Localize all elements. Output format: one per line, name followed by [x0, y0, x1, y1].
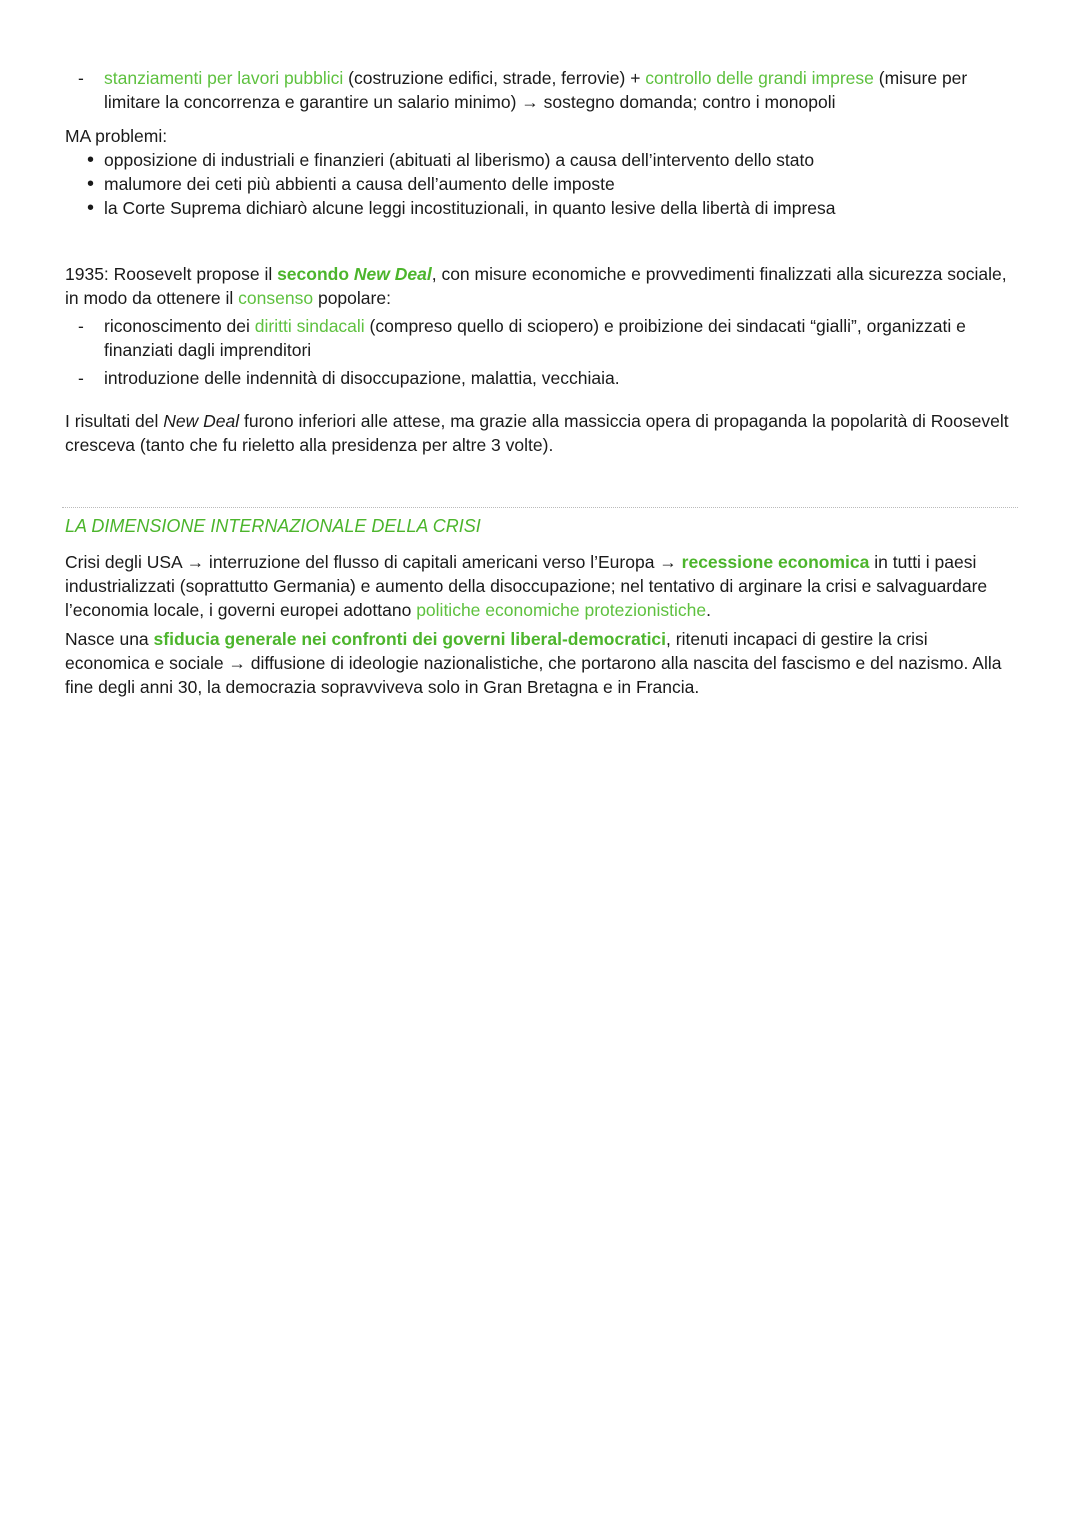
body-text: . — [706, 600, 711, 620]
body-text: in tutti i paesi industrializzati (soprattutto Germania) e aumento della disoccupazione; nel tentativo di arginare la crisi e salvaguardare l’economia locale, i governi europei adottano — [65, 552, 988, 620]
body-text: riconoscimento dei — [104, 316, 255, 336]
list-item: • malumore dei ceti più abbienti a causa dell’aumento delle imposte — [65, 172, 1015, 196]
highlight-text: consenso — [238, 288, 314, 308]
body-text: 1935: Roosevelt propose il — [65, 264, 278, 284]
section-divider — [62, 507, 1018, 508]
highlight-text: politiche economiche protezionistiche — [416, 600, 707, 620]
second-new-deal-block — [65, 262, 1015, 390]
highlight-text: recessione economica — [681, 552, 870, 572]
body-text: (costruzione edifici, strade, ferrovie) + — [343, 68, 646, 88]
highlight-text: diritti sindacali — [254, 316, 365, 336]
crisis-paragraph-1 — [65, 550, 1015, 622]
international-crisis-block — [65, 550, 1015, 699]
body-text: , con misure economiche e provvedimenti finalizzati alla sicurezza sociale, in modo da ottenere il — [65, 264, 1007, 308]
body-text: (misure per limitare la concorrenza e garantire un salario minimo) → sostegno domanda; contro i monopoli — [104, 68, 968, 112]
list-item: • opposizione di industriali e finanzieri (abituati al liberismo) a causa dell’intervento dello stato — [65, 148, 1015, 172]
problems-block — [65, 124, 1015, 220]
body-text: Crisi degli USA → interruzione del flusso di capitali americani verso l’Europa → — [65, 552, 682, 572]
problems-list — [65, 148, 1015, 220]
body-text: Nasce una — [65, 629, 154, 649]
section-title: LA DIMENSIONE INTERNAZIONALE DELLA CRISI — [65, 516, 481, 536]
list-item: • la Corte Suprema dichiarò alcune leggi incostituzionali, in quanto lesive della libertà di impresa — [65, 196, 1015, 220]
highlight-text: New Deal — [353, 264, 432, 284]
body-text: furono inferiori alle attese, ma grazie alla massiccia opera di propaganda la popolarità di Roosevelt cresceva (tanto che fu rieletto alla presidenza per altre 3 volte). — [65, 411, 1009, 455]
highlight-text: secondo — [277, 264, 354, 284]
body-text: (compreso quello di sciopero) e proibizione dei sindacati “gialli”, organizzati e finanziati dagli imprenditori — [104, 316, 966, 360]
second-new-deal-intro — [65, 262, 1015, 310]
highlight-text: sfiducia generale nei confronti dei governi liberal-democratici — [153, 629, 667, 649]
highlight-text: stanziamenti per lavori pubblici — [104, 68, 344, 88]
highlight-text: controllo delle grandi imprese — [645, 68, 874, 88]
list-item — [65, 314, 1015, 362]
body-text: , ritenuti incapaci di gestire la crisi economica e sociale → diffusione di ideologie nazionalistiche, che portarono alla nascita del fascismo e del nazismo. Alla fine degli anni 30, la democrazia sopravviveva solo in Gran Bretagna e in Francia. — [65, 629, 1002, 697]
list-item: - introduzione delle indennità di disoccupazione, malattia, vecchiaia. — [65, 366, 1015, 390]
measures-list — [65, 66, 1015, 114]
results-block — [65, 409, 1015, 457]
body-text: I risultati del — [65, 411, 164, 431]
second-deal-list — [65, 314, 1015, 390]
results-paragraph — [65, 409, 1015, 457]
crisis-paragraph-2 — [65, 627, 1015, 699]
public-works-block — [65, 66, 1015, 114]
list-item — [65, 66, 1015, 114]
body-text: popolare: — [313, 288, 391, 308]
problems-heading: MA problemi: — [65, 126, 168, 146]
italic-text: New Deal — [163, 411, 240, 431]
